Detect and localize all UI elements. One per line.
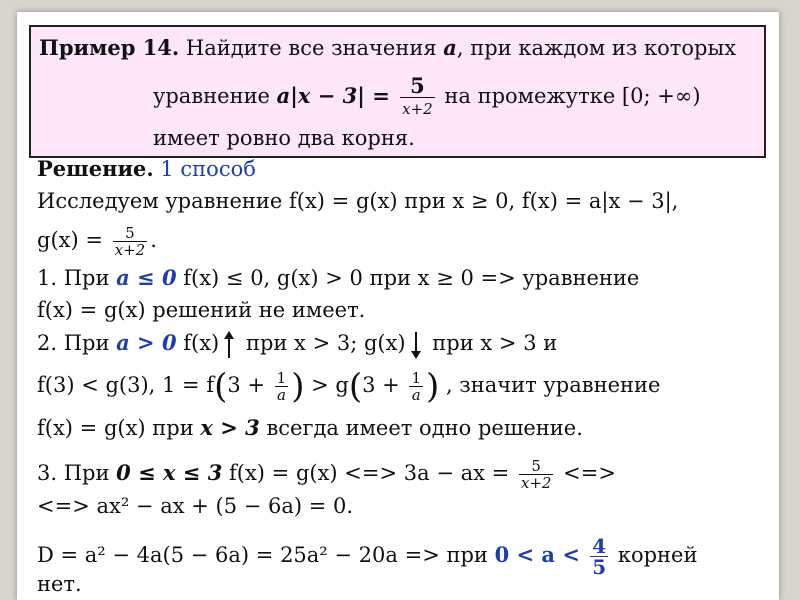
solution-text: при x > 3 и	[425, 331, 558, 355]
fraction	[275, 370, 289, 403]
numerator: 5	[519, 458, 554, 475]
numerator: 1	[276, 369, 287, 387]
solution-text: 3. При	[37, 461, 117, 485]
solution-text: f(3) < g(3), 1 = f	[37, 373, 215, 397]
var-a: a	[443, 35, 457, 60]
solution-text: > g	[304, 373, 349, 397]
problem-line-3	[153, 125, 415, 151]
equation: a|x − 3| =	[276, 83, 398, 108]
problem-line-1	[39, 35, 736, 61]
solution-text: 2. При	[37, 331, 117, 355]
solution-row-1	[37, 188, 678, 214]
solution-text: g(x) =	[37, 228, 110, 252]
solution-text: f(x) = g(x) <=> 3a − ax =	[222, 461, 516, 485]
solution-row-7	[37, 415, 583, 441]
paren: )	[291, 366, 305, 407]
solution-text: f(x) = g(x) решений не имеет.	[37, 298, 366, 322]
denominator: 5	[592, 555, 607, 579]
numerator: 5	[113, 225, 148, 242]
slide	[17, 12, 779, 600]
solution-text: <=> ax² − ax + (5 − 6a) = 0.	[37, 494, 354, 518]
solution-label: Решение.	[37, 156, 154, 181]
solution-row-5	[37, 330, 557, 359]
solution-row-3	[37, 265, 639, 291]
fraction	[113, 225, 148, 258]
problem-text: уравнение	[153, 84, 277, 108]
arrow-down-icon	[410, 331, 422, 359]
solution-row-9	[37, 493, 353, 519]
solution-heading	[37, 156, 256, 182]
denominator: x+2	[114, 241, 146, 259]
numerator: 5	[400, 75, 435, 98]
solution-text: f(x) = g(x) при	[37, 416, 201, 440]
method-label: 1 способ	[153, 157, 256, 181]
condition: 0 < a <	[494, 542, 588, 567]
paren: (	[214, 366, 228, 407]
solution-text: при x > 3; g(x)	[239, 331, 406, 355]
solution-row-8	[37, 458, 616, 491]
problem-title: Пример 14.	[39, 35, 180, 60]
solution-row-11	[37, 571, 82, 597]
solution-text: 3 +	[227, 373, 272, 397]
condition: 0 ≤ x ≤ 3	[116, 460, 223, 485]
denominator: x+2	[402, 100, 433, 118]
problem-text: Найдите все значения	[179, 36, 444, 60]
solution-text: Исследуем уравнение f(x) = g(x) при x ≥ 0, f(x) = a|x − 3|,	[37, 189, 679, 213]
solution-text: , значит уравнение	[439, 373, 661, 397]
solution-row-6	[37, 366, 661, 407]
condition: a ≤ 0	[116, 265, 177, 290]
problem-line-2	[153, 75, 701, 120]
solution-row-10	[37, 536, 697, 577]
solution-text: f(x)	[176, 331, 220, 355]
fraction	[409, 370, 423, 403]
solution-text: 3 +	[362, 373, 407, 397]
paren: )	[426, 366, 440, 407]
solution-row-4	[37, 297, 365, 323]
denominator: x+2	[520, 474, 552, 492]
denominator: a	[276, 386, 286, 404]
solution-row-2	[37, 225, 157, 258]
condition: a > 0	[116, 330, 177, 355]
numerator: 4	[592, 534, 607, 558]
denominator: a	[411, 386, 421, 404]
interval-text: на промежутке [0; +∞)	[437, 84, 701, 108]
solution-text: f(x) ≤ 0, g(x) > 0 при x ≥ 0 => уравнение	[176, 266, 640, 290]
numerator: 1	[411, 369, 421, 387]
fraction	[519, 458, 554, 491]
solution-text: корней	[611, 543, 698, 567]
condition: x > 3	[200, 415, 260, 440]
arrow-up-icon	[223, 331, 235, 359]
solution-text: всегда имеет одно решение.	[259, 416, 583, 440]
solution-text: 1. При	[37, 266, 117, 290]
problem-text: имеет ровно два корня.	[153, 126, 415, 150]
solution-text: .	[150, 228, 157, 252]
solution-text: <=>	[556, 461, 616, 485]
problem-text: , при каждом из которых	[456, 36, 737, 60]
problem-box	[29, 25, 766, 158]
solution-text: нет.	[37, 572, 82, 596]
paren: (	[348, 366, 363, 407]
fraction	[590, 536, 608, 577]
solution-text: D = a² − 4a(5 − 6a) = 25a² − 20a => при	[37, 543, 495, 567]
fraction	[400, 75, 435, 120]
